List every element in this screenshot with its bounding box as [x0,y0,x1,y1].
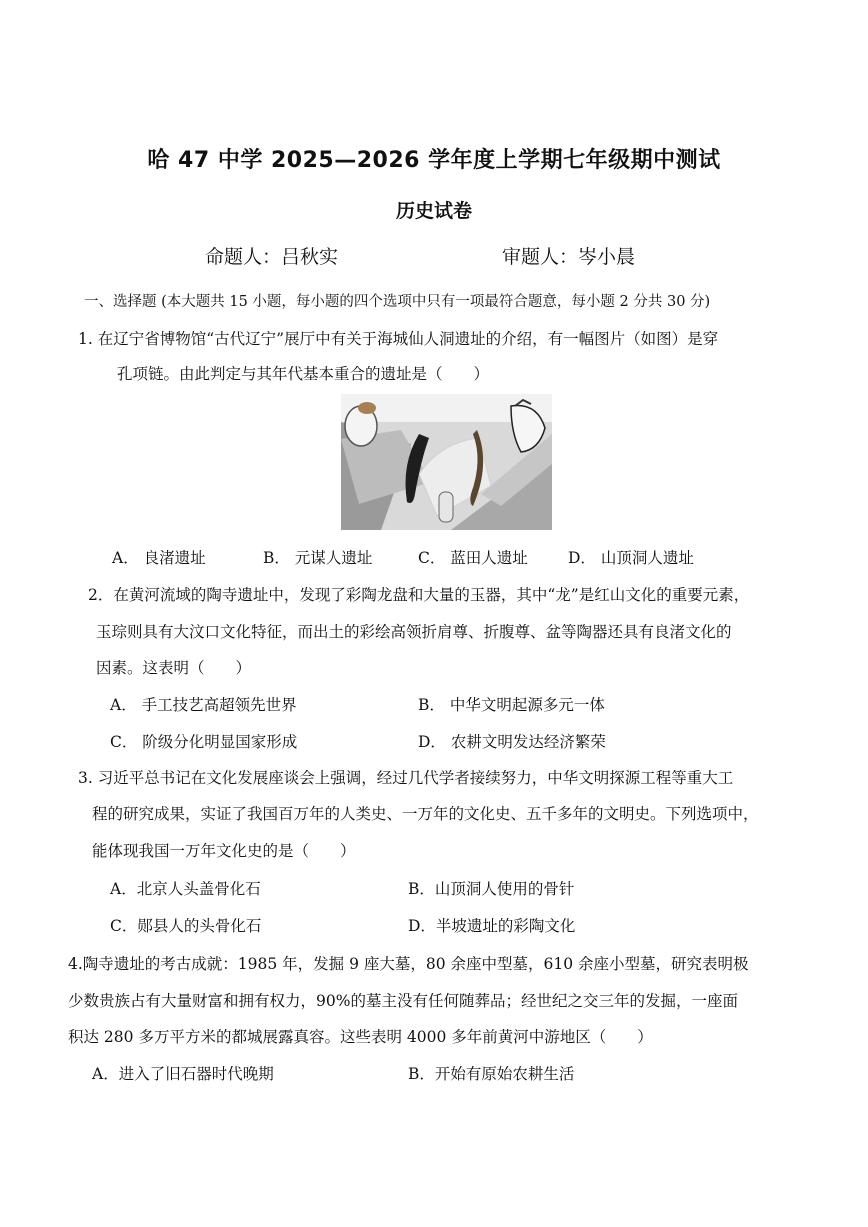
question-1-option-b: B． 元谋人遗址 [263,549,373,567]
exam-title: 哈 47 中学 2025—2026 学年度上学期七年级期中测试 [147,148,721,173]
question-2-option-d: D． 农耕文明发达经济繁荣 [418,733,606,751]
question-3-option-c: C．郧县人的头骨化石 [110,917,262,935]
question-1-line-1: 1. 在辽宁省博物馆“古代辽宁”展厅中有关于海城仙人洞遗址的介绍，有一幅图片（如图）是穿 [78,330,719,348]
question-4-line-3: 积达 280 多万平方米的都城展露真容。这些表明 4000 多年前黄河中游地区（ ） [68,1028,653,1046]
question-4-line-2: 少数贵族占有大量财富和拥有权力，90%的墓主没有任何随葬品；经世纪之交三年的发掘，一座面 [68,992,738,1010]
question-1-option-a: A． 良渚遗址 [112,549,206,567]
question-2-option-c: C． 阶级分化明显国家形成 [110,733,298,751]
section-heading: 一、选择题 (本大题共 15 小题，每小题的四个选项中只有一项最符合题意，每小题 2 分共 30 分) [84,294,711,310]
question-3-line-3: 能体现我国一万年文化史的是（ ） [92,842,356,860]
exam-subject: 历史试卷 [395,200,472,222]
necklace-figure [341,394,552,530]
question-1-line-2: 孔项链。由此判定与其年代基本重合的遗址是（ ） [117,365,490,383]
question-1-option-c: C． 蓝田人遗址 [418,549,528,567]
question-2-line-3: 因素。这表明（ ） [96,659,252,677]
question-4-line-1: 4.陶寺遗址的考古成就：1985 年，发掘 9 座大墓，80 余座中型墓，610 余座小型墓，研究表明极 [68,955,749,973]
necklace-photo [341,394,552,530]
question-4-option-b: B．开始有原始农耕生活 [408,1065,575,1083]
question-3-option-b: B．山顶洞人使用的骨针 [408,880,575,898]
question-1-option-d: D． 山顶洞人遗址 [568,549,694,567]
author-line: 命题人：吕秋实 [205,246,339,268]
question-4-option-a: A．进入了旧石器时代晚期 [92,1065,274,1083]
question-3-option-d: D．半坡遗址的彩陶文化 [408,917,576,935]
question-3-line-2: 程的研究成果，实证了我国百万年的人类史、一万年的文化史、五千多年的文明史。下列选项中， [92,805,759,823]
reviewer-line: 审题人：岑小晨 [502,246,636,268]
question-2-option-b: B． 中华文明起源多元一体 [418,696,605,714]
question-2-option-a: A． 手工技艺高超领先世界 [110,696,297,714]
question-3-option-a: A．北京人头盖骨化石 [110,880,261,898]
question-2-line-2: 玉琮则具有大汶口文化特征，而出土的彩绘高领折肩尊、折腹尊、盆等陶器还具有良渚文化的 [96,623,732,641]
question-3-line-1: 3. 习近平总书记在文化发展座谈会上强调，经过几代学者接续努力，中华文明探源工程等重大工 [78,769,734,787]
question-2-line-1: 2．在黄河流域的陶寺遗址中，发现了彩陶龙盘和大量的玉器，其中“龙”是红山文化的重要元素， [88,586,750,604]
